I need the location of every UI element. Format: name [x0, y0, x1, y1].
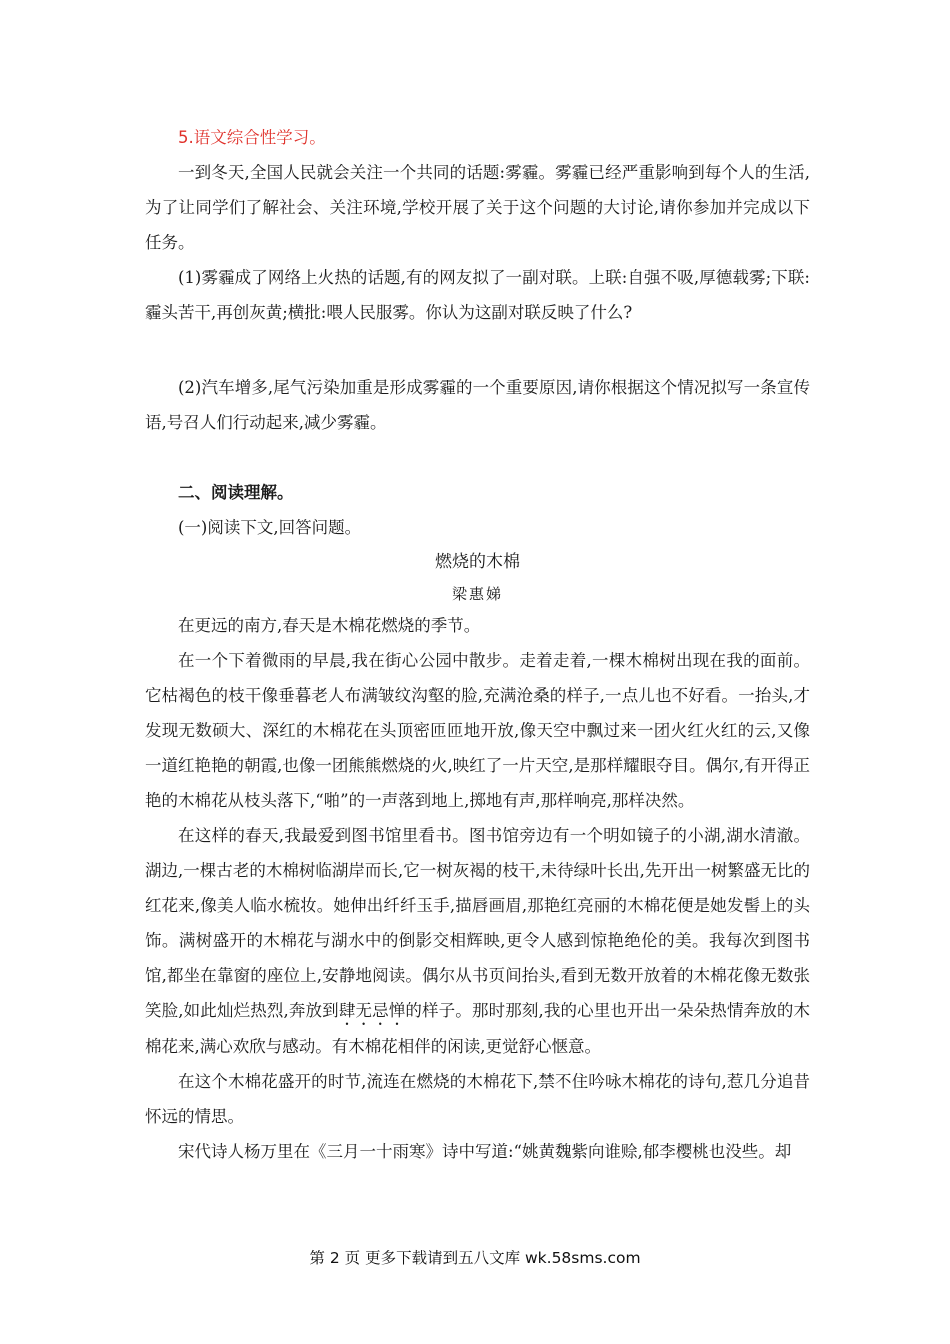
answer-space-1: [145, 330, 810, 370]
page-content: [145, 120, 810, 1169]
article-paragraph-3: [145, 818, 810, 1064]
reading-section-title: 二、阅读理解。: [178, 483, 294, 502]
emphasized-phrase: 肆无忌惮: [338, 1001, 406, 1020]
article-paragraph-2: 在一个下着微雨的早晨,我在街心公园中散步。走着走着,一棵木棉树出现在我的面前。它枯褐色的枝干像垂暮老人布满皱纹沟壑的脸,充满沧桑的样子,一点儿也不好看。一抬头,才发现无数硕大、深红的木棉花在头顶密匝匝地开放,像天空中飘过来一团火红火红的云,又像一道红艳艳的朝霞,也像一团熊熊燃烧的火,映红了一片天空,是那样耀眼夺目。偶尔,有开得正艳的木棉花从枝头落下,“啪”的一声落到地上,掷地有声,那样响亮,那样决然。: [145, 651, 810, 810]
article-author: 梁惠娣: [451, 585, 503, 603]
section-5-heading: 5.语文综合性学习。: [178, 128, 326, 147]
page-footer: 第 2 页 更多下载请到五八文库 wk.58sms.com: [309, 1249, 641, 1267]
article-title: 燃烧的木棉: [435, 552, 520, 572]
article-paragraph-5: 宋代诗人杨万里在《三月一十雨寒》诗中写道:“姚黄魏紫向谁赊,郁李樱桃也没些。却: [178, 1142, 792, 1161]
section-5-intro: 一到冬天,全国人民就会关注一个共同的话题:雾霾。雾霾已经严重影响到每个人的生活,为了让同学们了解社会、关注环境,学校开展了关于这个问题的大讨论,请你参加并完成以下任务。: [145, 163, 810, 252]
article-paragraph-1: 在更远的南方,春天是木棉花燃烧的季节。: [178, 616, 481, 635]
paragraph-3-text-after: 的样子。那时那刻,我的心里也开出一朵朵热情奔放的木棉花来,满心欢欣与感动。有木棉花相伴的闲读,更觉舒心惬意。: [145, 1001, 811, 1056]
paragraph-3-text-before: 在这样的春天,我最爱到图书馆里看书。图书馆旁边有一个明如镜子的小湖,湖水清澈。湖边,一棵古老的木棉树临湖岸而长,它一树灰褐的枝干,未待绿叶长出,先开出一树繁盛无比的红花来,像美人临水梳妆。她伸出纤纤玉手,描唇画眉,那艳红亮丽的木棉花便是她发髻上的头饰。满树盛开的木棉花与湖水中的倒影交相辉映,更令人感到惊艳绝伦的美。我每次到图书馆,都坐在靠窗的座位上,安静地阅读。偶尔从书页间抬头,看到无数开放着的木棉花像无数张笑脸,如此灿烂热烈,奔放到: [145, 826, 810, 1020]
question-1: (1)雾霾成了网络上火热的话题,有的网友拟了一副对联。上联:自强不吸,厚德载雾;下联:霾头苦干,再创灰黄;横批:喂人民服雾。你认为这副对联反映了什么?: [145, 268, 810, 322]
reading-instruction: (一)阅读下文,回答问题。: [178, 518, 362, 537]
answer-space-2: [145, 440, 810, 475]
question-2: (2)汽车增多,尾气污染加重是形成雾霾的一个重要原因,请你根据这个情况拟写一条宣传语,号召人们行动起来,减少雾霾。: [145, 378, 810, 432]
article-paragraph-4: 在这个木棉花盛开的时节,流连在燃烧的木棉花下,禁不住吟咏木棉花的诗句,惹几分追昔怀远的情思。: [145, 1072, 810, 1126]
